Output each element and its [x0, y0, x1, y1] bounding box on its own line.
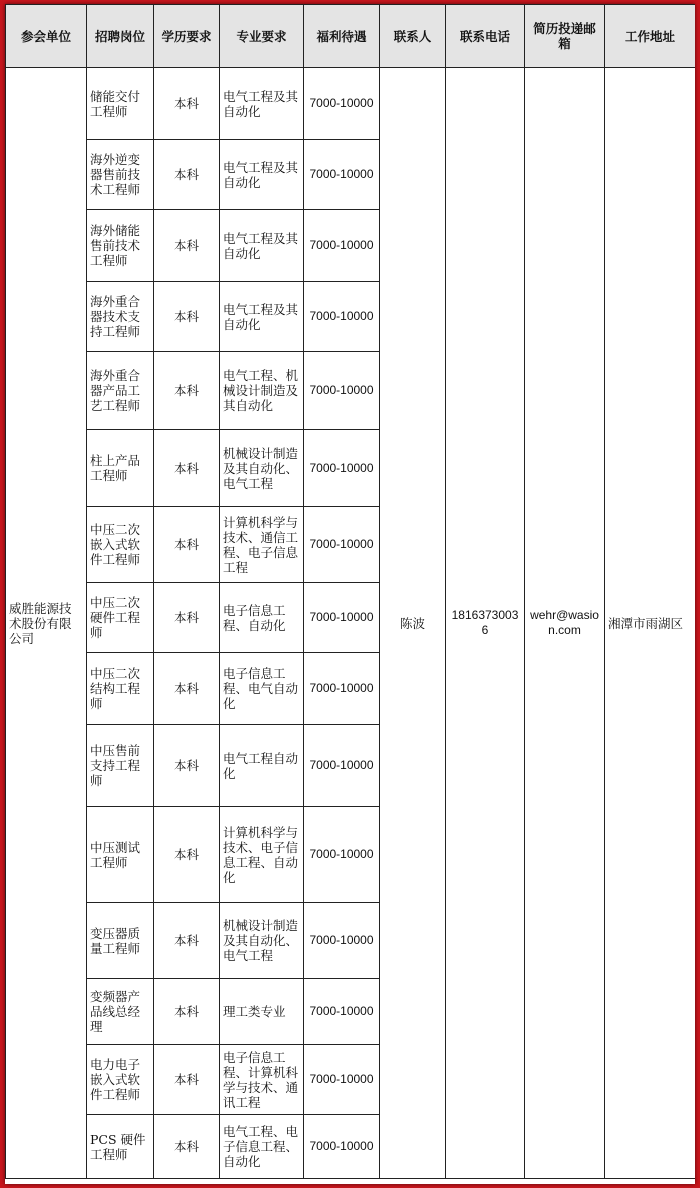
- salary-cell: 7000-10000: [304, 352, 380, 430]
- salary-cell: 7000-10000: [304, 507, 380, 583]
- salary-cell: 7000-10000: [304, 282, 380, 352]
- salary-cell: 7000-10000: [304, 807, 380, 903]
- header-position: 招聘岗位: [87, 5, 154, 68]
- major-cell: 电气工程、机械设计制造及其自动化: [220, 352, 304, 430]
- education-cell: 本科: [154, 140, 220, 210]
- major-cell: 电气工程、电子信息工程、自动化: [220, 1115, 304, 1179]
- education-cell: 本科: [154, 903, 220, 979]
- header-email: 简历投递邮箱: [525, 5, 605, 68]
- education-cell: 本科: [154, 352, 220, 430]
- header-education: 学历要求: [154, 5, 220, 68]
- table-row: [6, 68, 696, 140]
- education-cell: 本科: [154, 68, 220, 140]
- position-cell: 中压售前支持工程师: [87, 725, 154, 807]
- major-cell: 机械设计制造及其自动化、电气工程: [220, 430, 304, 507]
- position-cell: 海外重合器产品工艺工程师: [87, 352, 154, 430]
- salary-cell: 7000-10000: [304, 140, 380, 210]
- position-cell: 海外逆变器售前技术工程师: [87, 140, 154, 210]
- major-cell: 电气工程自动化: [220, 725, 304, 807]
- position-cell: PCS 硬件工程师: [87, 1115, 154, 1179]
- major-cell: 电气工程及其自动化: [220, 140, 304, 210]
- education-cell: 本科: [154, 210, 220, 282]
- position-cell: 变频器产品线总经理: [87, 979, 154, 1045]
- major-cell: 机械设计制造及其自动化、电气工程: [220, 903, 304, 979]
- position-cell: 中压二次嵌入式软件工程师: [87, 507, 154, 583]
- education-cell: 本科: [154, 1115, 220, 1179]
- education-cell: 本科: [154, 725, 220, 807]
- address-cell: 湘潭市雨湖区: [605, 68, 696, 1179]
- position-cell: 中压二次结构工程师: [87, 653, 154, 725]
- salary-cell: 7000-10000: [304, 725, 380, 807]
- position-cell: 海外重合器技术支持工程师: [87, 282, 154, 352]
- major-cell: 电气工程及其自动化: [220, 282, 304, 352]
- recruitment-table: [5, 4, 695, 1179]
- education-cell: 本科: [154, 282, 220, 352]
- salary-cell: 7000-10000: [304, 653, 380, 725]
- major-cell: 电子信息工程、自动化: [220, 583, 304, 653]
- header-phone: 联系电话: [446, 5, 525, 68]
- education-cell: 本科: [154, 979, 220, 1045]
- education-cell: 本科: [154, 807, 220, 903]
- major-cell: 电子信息工程、电气自动化: [220, 653, 304, 725]
- education-cell: 本科: [154, 653, 220, 725]
- major-cell: 电子信息工程、计算机科学与技术、通讯工程: [220, 1045, 304, 1115]
- education-cell: 本科: [154, 1045, 220, 1115]
- position-cell: 储能交付工程师: [87, 68, 154, 140]
- major-cell: 计算机科学与技术、通信工程、电子信息工程: [220, 507, 304, 583]
- salary-cell: 7000-10000: [304, 430, 380, 507]
- salary-cell: 7000-10000: [304, 1115, 380, 1179]
- company-cell: 威胜能源技术股份有限公司: [6, 68, 87, 1179]
- position-cell: 柱上产品工程师: [87, 430, 154, 507]
- page-frame: [5, 4, 695, 1184]
- position-cell: 电力电子嵌入式软件工程师: [87, 1045, 154, 1115]
- major-cell: 理工类专业: [220, 979, 304, 1045]
- salary-cell: 7000-10000: [304, 210, 380, 282]
- contact-cell: 陈波: [380, 68, 446, 1179]
- major-cell: 电气工程及其自动化: [220, 210, 304, 282]
- position-cell: 变压器质量工程师: [87, 903, 154, 979]
- salary-cell: 7000-10000: [304, 68, 380, 140]
- salary-cell: 7000-10000: [304, 1045, 380, 1115]
- position-cell: 中压测试工程师: [87, 807, 154, 903]
- phone-cell: 18163730036: [446, 68, 525, 1179]
- position-cell: 中压二次硬件工程师: [87, 583, 154, 653]
- major-cell: 计算机科学与技术、电子信息工程、自动化: [220, 807, 304, 903]
- major-cell: 电气工程及其自动化: [220, 68, 304, 140]
- education-cell: 本科: [154, 583, 220, 653]
- position-cell: 海外储能售前技术工程师: [87, 210, 154, 282]
- header-salary: 福利待遇: [304, 5, 380, 68]
- education-cell: 本科: [154, 430, 220, 507]
- education-cell: 本科: [154, 507, 220, 583]
- email-cell[interactable]: wehr@wasion.com: [525, 68, 605, 1179]
- header-company: 参会单位: [6, 5, 87, 68]
- salary-cell: 7000-10000: [304, 903, 380, 979]
- salary-cell: 7000-10000: [304, 979, 380, 1045]
- header-row: [6, 5, 696, 68]
- header-contact: 联系人: [380, 5, 446, 68]
- header-major: 专业要求: [220, 5, 304, 68]
- header-address: 工作地址: [605, 5, 696, 68]
- salary-cell: 7000-10000: [304, 583, 380, 653]
